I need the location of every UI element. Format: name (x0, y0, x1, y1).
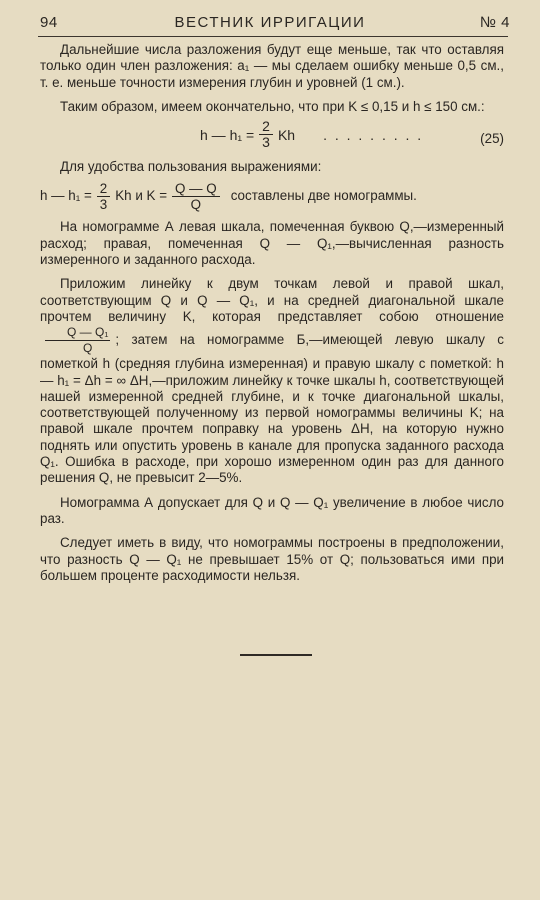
paragraph-7: Следует иметь в виду, что номограммы построены в предположении, что разность Q — Q₁ не превышает 15% от Q; пользоваться ими при большем проценте расходимости нельзя. (40, 535, 504, 583)
formula-inline-tail: составлены две номограммы. (230, 188, 417, 204)
paragraph-5-part-b: ; затем на номограмме Б,—имеющей левую шкалу с пометкой h (средняя глубина измеренная) и правую шкалу с пометкой: h — h₁ = Δh = ∞ ΔH,—приложим линейку к точке шкалы h, соответствующей нашей измеренной средней глубине, и к точке диагональной шкалы, соответствующей полученному из первой номограммы величины K; на правой шкале прочтем поправку на уровень ΔH, на которую нужно поднять или опустить уровень в канале для пропуска заданного расхода Q₁. Ошибка в расходе, при хорошо измеренном один раз для данного решения Q, не превысит 2—5%. (40, 332, 504, 486)
paragraph-5 (40, 276, 504, 486)
formula-lhs: h — h₁ = (200, 126, 255, 143)
formula-fraction: $\frac{2}{3}$ (259, 119, 273, 150)
paragraph-4: На номограмме А левая шкала, помеченная буквою Q,—измеренный расход; правая, помеченная Q — Q₁,—вычисленная разность измеренного и заданного расхода. (40, 219, 504, 268)
end-separator (240, 654, 312, 656)
paragraph-5-part-a: Приложим линейку к двум точкам левой и правой шкал, соответствующим Q и Q — Q₁, и на средней диагональной шкале прочтем величину K, которая представляет собою отношение (40, 276, 504, 324)
page-number: 94 (40, 14, 58, 31)
paragraph-2: Таким образом, имеем окончательно, что при K ≤ 0,15 и h ≤ 150 см.: (60, 98, 485, 114)
formula-inline-fraction-2: $\frac{Q — Q}{Q}$ (172, 181, 220, 212)
formula-rhs: Kh (277, 126, 296, 143)
formula-25 (40, 115, 504, 159)
ratio-fraction: $\frac{\text{Q — Q₁}}{Q}$ (45, 325, 110, 356)
header-rule (38, 36, 508, 37)
body-text (40, 42, 504, 584)
formula-inline-lhs: h — h₁ = (40, 188, 92, 204)
paragraph-3: Для удобства пользования выражениями: (60, 159, 322, 175)
formula-inline (40, 175, 504, 217)
formula-inline-fraction: $\frac{2}{3}$ (97, 181, 110, 212)
formula-inline-mid: Kh и K = (115, 188, 168, 204)
paragraph-1: Дальнейшие числа разложения будут еще меньше, так что оставляя только один член разложения: a₁ — мы сделаем ошибку меньше 0,5 см., т. е. меньше точности измерения глубин и уровней (1 см.). (40, 42, 504, 90)
journal-title: ВЕСТНИК ИРРИГАЦИИ (174, 14, 366, 31)
page-header (0, 14, 540, 38)
formula-dots: . . . . . . . . . (323, 126, 424, 143)
paragraph-6: Номограмма А допускает для Q и Q — Q₁ увеличение в любое число раз. (40, 494, 504, 526)
issue-number: № 4 (479, 14, 510, 31)
equation-number: (25) (480, 131, 504, 147)
